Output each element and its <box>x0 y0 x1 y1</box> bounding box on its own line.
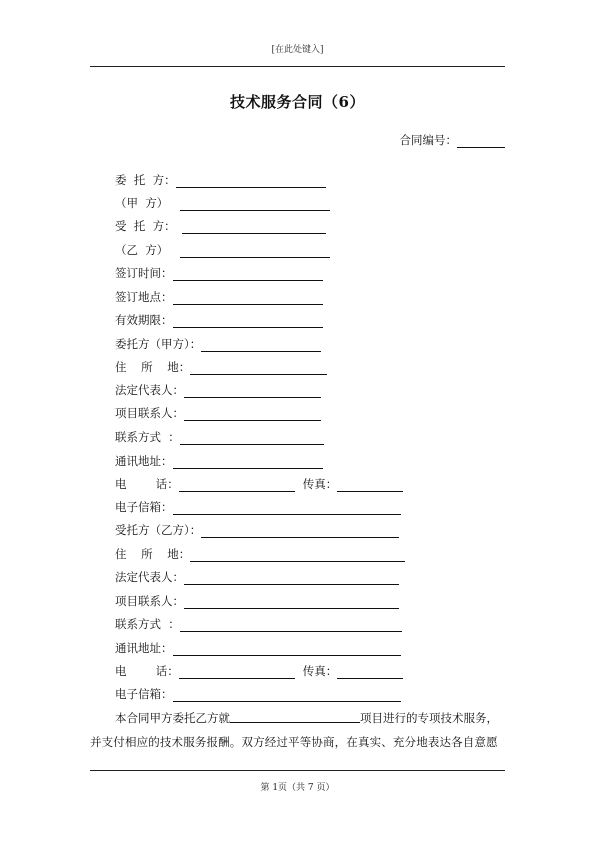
fax-label: 传真： <box>302 477 338 491</box>
field-label: 联系方式 ： <box>115 430 180 444</box>
field-blank[interactable] <box>201 340 321 352</box>
fax-label: 传真： <box>302 664 338 678</box>
party-a-mail-address-row <box>115 453 323 469</box>
party-b-legal-rep-row <box>115 569 399 585</box>
field-label: （甲 方） <box>115 196 169 210</box>
field-label: 电 话： <box>115 664 179 678</box>
field-label: 签订地点： <box>115 290 173 304</box>
field-label: 住 所 地： <box>115 547 191 561</box>
body-line-1-pre: 本合同甲方委托乙方就 <box>115 711 230 725</box>
party-b-heading: 受托方（乙方）： <box>115 523 202 537</box>
field-label: 通讯地址： <box>115 454 173 468</box>
field-blank[interactable] <box>190 363 327 375</box>
field-blank[interactable] <box>173 457 323 469</box>
fax-blank[interactable] <box>337 667 403 679</box>
phone-blank[interactable] <box>179 480 295 492</box>
contract-number-label: 合同编号： <box>399 133 457 147</box>
field-label: 电子信箱： <box>115 500 173 514</box>
field-blank[interactable] <box>184 573 399 585</box>
contract-number-blank[interactable] <box>457 136 505 148</box>
party-b-email-row <box>115 686 401 702</box>
page-number: 第 1页（共 7 页） <box>260 783 335 793</box>
body-paragraph <box>90 706 505 754</box>
field-label: 有效期限： <box>115 313 173 327</box>
field-blank[interactable] <box>201 526 399 538</box>
field-blank[interactable] <box>173 293 323 305</box>
field-row-weituofang <box>115 172 326 188</box>
field-row-jiafang <box>115 195 330 211</box>
field-blank[interactable] <box>173 644 401 656</box>
field-label: 住 所 地： <box>115 360 191 374</box>
field-blank[interactable] <box>180 433 324 445</box>
field-label: 通讯地址： <box>115 641 173 655</box>
field-blank[interactable] <box>182 222 326 234</box>
body-line-1 <box>90 706 505 730</box>
field-label: 项目联系人： <box>115 594 184 608</box>
party-a-phone-fax-row <box>115 476 403 492</box>
field-blank[interactable] <box>184 597 399 609</box>
field-blank[interactable] <box>173 316 323 328</box>
field-row-shoutuofang <box>115 218 326 234</box>
fax-blank[interactable] <box>337 480 403 492</box>
field-blank[interactable] <box>184 409 321 421</box>
party-b-mail-address-row <box>115 640 401 656</box>
project-name-blank[interactable] <box>230 711 360 723</box>
field-row-sign-time <box>115 265 323 281</box>
field-label: 受 托 方： <box>115 219 176 233</box>
party-a-heading-row <box>115 336 321 352</box>
field-label: 联系方式 ： <box>115 617 180 631</box>
field-blank[interactable] <box>184 386 321 398</box>
party-b-contact-method-row <box>115 616 402 632</box>
field-row-sign-place <box>115 289 323 305</box>
party-a-contact-person-row <box>115 405 321 421</box>
field-label: 法定代表人： <box>115 383 184 397</box>
field-blank[interactable] <box>176 176 326 188</box>
document-title: 技术服务合同（6） <box>230 93 365 111</box>
party-b-contact-person-row <box>115 593 399 609</box>
field-blank[interactable] <box>173 690 401 702</box>
field-blank[interactable] <box>180 246 330 258</box>
field-blank[interactable] <box>190 550 405 562</box>
body-line-2: 并支付相应的技术服务报酬。双方经过平等协商，在真实、充分地表达各自意愿 <box>90 735 498 749</box>
party-b-heading-row <box>115 522 399 538</box>
field-label: （乙 方） <box>115 243 169 257</box>
header-rule <box>90 66 505 67</box>
field-blank[interactable] <box>180 199 330 211</box>
phone-blank[interactable] <box>179 667 295 679</box>
field-row-validity <box>115 312 323 328</box>
field-blank[interactable] <box>180 620 402 632</box>
field-row-yifang <box>115 242 330 258</box>
field-blank[interactable] <box>173 503 401 515</box>
party-a-heading: 委托方（甲方）： <box>115 337 202 351</box>
footer-rule <box>90 770 505 771</box>
field-label: 项目联系人： <box>115 406 184 420</box>
party-a-legal-rep-row <box>115 382 321 398</box>
field-label: 电 话： <box>115 477 179 491</box>
field-label: 签订时间： <box>115 266 173 280</box>
field-label: 委 托 方： <box>115 173 176 187</box>
party-a-address-row <box>115 359 327 375</box>
party-a-email-row <box>115 499 401 515</box>
party-b-phone-fax-row <box>115 663 403 679</box>
field-blank[interactable] <box>173 269 323 281</box>
party-b-address-row <box>115 546 405 562</box>
header-placeholder[interactable]: [在此处键入] <box>271 45 324 55</box>
contract-number <box>400 132 506 148</box>
party-a-contact-method-row <box>115 429 324 445</box>
field-label: 电子信箱： <box>115 687 173 701</box>
field-label: 法定代表人： <box>115 570 184 584</box>
body-line-1-post: 项目进行的专项技术服务， <box>360 711 498 725</box>
